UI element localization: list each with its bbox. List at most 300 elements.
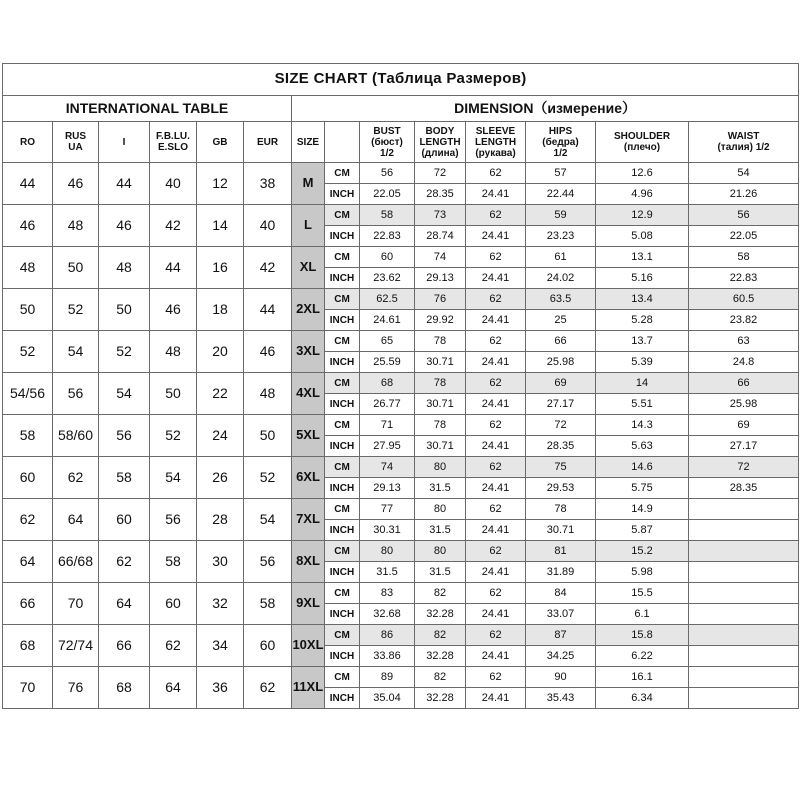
intl-size-eur: 58 bbox=[244, 583, 292, 625]
table-row bbox=[3, 289, 799, 310]
intl-size-fr-be-lu-es-slo: 58 bbox=[150, 541, 197, 583]
cm-sleeve-length: 62 bbox=[466, 583, 526, 604]
inch-body-length: 32.28 bbox=[415, 646, 466, 667]
inch-sleeve-length: 24.41 bbox=[466, 604, 526, 625]
cm-body-length: 78 bbox=[415, 331, 466, 352]
inch-sleeve-length: 24.41 bbox=[466, 352, 526, 373]
cm-shoulder: 13.1 bbox=[596, 247, 689, 268]
intl-size-it: 64 bbox=[99, 583, 150, 625]
unit-inch: INCH bbox=[325, 310, 360, 331]
size-chart-table bbox=[2, 63, 799, 709]
inch-sleeve-length: 24.41 bbox=[466, 394, 526, 415]
inch-shoulder: 5.98 bbox=[596, 562, 689, 583]
cm-body-length: 72 bbox=[415, 163, 466, 184]
intl-size-it: 62 bbox=[99, 541, 150, 583]
inch-sleeve-length: 24.41 bbox=[466, 184, 526, 205]
header-eur: EUR bbox=[244, 122, 292, 163]
cm-sleeve-length: 62 bbox=[466, 373, 526, 394]
intl-size-it: 56 bbox=[99, 415, 150, 457]
intl-size-fr-be-lu-es-slo: 40 bbox=[150, 163, 197, 205]
cm-shoulder: 14.3 bbox=[596, 415, 689, 436]
intl-size-rus-ua: 48 bbox=[53, 205, 99, 247]
table-row bbox=[3, 667, 799, 688]
inch-hips: 27.17 bbox=[526, 394, 596, 415]
intl-size-gb: 30 bbox=[197, 541, 244, 583]
cm-hips: 90 bbox=[526, 667, 596, 688]
intl-size-fr-be-lu-es-slo: 64 bbox=[150, 667, 197, 709]
size-label: 11XL bbox=[292, 667, 325, 709]
cm-hips: 78 bbox=[526, 499, 596, 520]
unit-inch: INCH bbox=[325, 184, 360, 205]
unit-inch: INCH bbox=[325, 478, 360, 499]
inch-bust: 35.04 bbox=[360, 688, 415, 709]
intl-size-it: 66 bbox=[99, 625, 150, 667]
inch-waist bbox=[689, 520, 799, 541]
inch-sleeve-length: 24.41 bbox=[466, 520, 526, 541]
inch-body-length: 31.5 bbox=[415, 520, 466, 541]
inch-bust: 23.62 bbox=[360, 268, 415, 289]
intl-size-eur: 44 bbox=[244, 289, 292, 331]
intl-size-rus-ua: 76 bbox=[53, 667, 99, 709]
table-row bbox=[3, 373, 799, 394]
intl-size-ro: 44 bbox=[3, 163, 53, 205]
cm-body-length: 80 bbox=[415, 499, 466, 520]
cm-hips: 59 bbox=[526, 205, 596, 226]
header-gb: GB bbox=[197, 122, 244, 163]
inch-waist bbox=[689, 562, 799, 583]
intl-size-eur: 38 bbox=[244, 163, 292, 205]
cm-shoulder: 12.9 bbox=[596, 205, 689, 226]
intl-size-it: 52 bbox=[99, 331, 150, 373]
header-waist: WAIST (талия) 1/2 bbox=[689, 122, 799, 163]
cm-hips: 69 bbox=[526, 373, 596, 394]
unit-cm: CM bbox=[325, 373, 360, 394]
table-row bbox=[3, 457, 799, 478]
intl-size-fr-be-lu-es-slo: 56 bbox=[150, 499, 197, 541]
inch-bust: 32.68 bbox=[360, 604, 415, 625]
cm-waist bbox=[689, 499, 799, 520]
intl-size-fr-be-lu-es-slo: 62 bbox=[150, 625, 197, 667]
intl-size-ro: 70 bbox=[3, 667, 53, 709]
intl-size-ro: 52 bbox=[3, 331, 53, 373]
unit-cm: CM bbox=[325, 205, 360, 226]
inch-sleeve-length: 24.41 bbox=[466, 436, 526, 457]
intl-size-gb: 18 bbox=[197, 289, 244, 331]
intl-size-gb: 36 bbox=[197, 667, 244, 709]
inch-bust: 29.13 bbox=[360, 478, 415, 499]
inch-sleeve-length: 24.41 bbox=[466, 478, 526, 499]
inch-body-length: 30.71 bbox=[415, 352, 466, 373]
inch-shoulder: 6.1 bbox=[596, 604, 689, 625]
inch-shoulder: 5.16 bbox=[596, 268, 689, 289]
header-bust: BUST (бюст) 1/2 bbox=[360, 122, 415, 163]
cm-sleeve-length: 62 bbox=[466, 499, 526, 520]
cm-bust: 86 bbox=[360, 625, 415, 646]
cm-shoulder: 12.6 bbox=[596, 163, 689, 184]
intl-size-gb: 26 bbox=[197, 457, 244, 499]
inch-waist bbox=[689, 646, 799, 667]
cm-body-length: 82 bbox=[415, 583, 466, 604]
inch-body-length: 32.28 bbox=[415, 688, 466, 709]
cm-shoulder: 15.8 bbox=[596, 625, 689, 646]
cm-bust: 83 bbox=[360, 583, 415, 604]
cm-shoulder: 14 bbox=[596, 373, 689, 394]
inch-hips: 23.23 bbox=[526, 226, 596, 247]
unit-inch: INCH bbox=[325, 604, 360, 625]
unit-inch: INCH bbox=[325, 646, 360, 667]
size-label: 8XL bbox=[292, 541, 325, 583]
cm-waist: 72 bbox=[689, 457, 799, 478]
inch-bust: 22.83 bbox=[360, 226, 415, 247]
intl-size-it: 46 bbox=[99, 205, 150, 247]
cm-sleeve-length: 62 bbox=[466, 415, 526, 436]
intl-size-fr-be-lu-es-slo: 42 bbox=[150, 205, 197, 247]
size-label: 5XL bbox=[292, 415, 325, 457]
inch-body-length: 28.35 bbox=[415, 184, 466, 205]
cm-sleeve-length: 62 bbox=[466, 289, 526, 310]
chart-title: SIZE CHART (Таблица Размеров) bbox=[3, 64, 799, 96]
intl-size-ro: 50 bbox=[3, 289, 53, 331]
cm-bust: 77 bbox=[360, 499, 415, 520]
inch-shoulder: 5.08 bbox=[596, 226, 689, 247]
cm-hips: 87 bbox=[526, 625, 596, 646]
inch-body-length: 28.74 bbox=[415, 226, 466, 247]
inch-hips: 34.25 bbox=[526, 646, 596, 667]
size-label: XL bbox=[292, 247, 325, 289]
inch-shoulder: 5.28 bbox=[596, 310, 689, 331]
inch-sleeve-length: 24.41 bbox=[466, 646, 526, 667]
cm-body-length: 82 bbox=[415, 667, 466, 688]
size-label: 7XL bbox=[292, 499, 325, 541]
intl-size-eur: 50 bbox=[244, 415, 292, 457]
intl-size-eur: 52 bbox=[244, 457, 292, 499]
inch-body-length: 30.71 bbox=[415, 394, 466, 415]
header-it: I bbox=[99, 122, 150, 163]
cm-bust: 65 bbox=[360, 331, 415, 352]
intl-size-fr-be-lu-es-slo: 44 bbox=[150, 247, 197, 289]
intl-size-it: 60 bbox=[99, 499, 150, 541]
intl-size-fr-be-lu-es-slo: 60 bbox=[150, 583, 197, 625]
intl-size-it: 48 bbox=[99, 247, 150, 289]
cm-hips: 75 bbox=[526, 457, 596, 478]
intl-size-eur: 54 bbox=[244, 499, 292, 541]
cm-bust: 60 bbox=[360, 247, 415, 268]
header-unit bbox=[325, 122, 360, 163]
table-row bbox=[3, 415, 799, 436]
inch-waist: 23.82 bbox=[689, 310, 799, 331]
intl-size-eur: 56 bbox=[244, 541, 292, 583]
cm-shoulder: 13.7 bbox=[596, 331, 689, 352]
inch-hips: 25.98 bbox=[526, 352, 596, 373]
intl-size-gb: 34 bbox=[197, 625, 244, 667]
international-table-header: INTERNATIONAL TABLE bbox=[3, 96, 292, 122]
cm-sleeve-length: 62 bbox=[466, 625, 526, 646]
inch-body-length: 29.13 bbox=[415, 268, 466, 289]
unit-inch: INCH bbox=[325, 226, 360, 247]
inch-waist: 27.17 bbox=[689, 436, 799, 457]
cm-bust: 80 bbox=[360, 541, 415, 562]
intl-size-gb: 16 bbox=[197, 247, 244, 289]
unit-inch: INCH bbox=[325, 268, 360, 289]
cm-sleeve-length: 62 bbox=[466, 541, 526, 562]
cm-waist: 58 bbox=[689, 247, 799, 268]
cm-waist: 54 bbox=[689, 163, 799, 184]
intl-size-fr-be-lu-es-slo: 50 bbox=[150, 373, 197, 415]
header-shoulder: SHOULDER (плечо) bbox=[596, 122, 689, 163]
cm-bust: 71 bbox=[360, 415, 415, 436]
inch-waist bbox=[689, 688, 799, 709]
unit-cm: CM bbox=[325, 289, 360, 310]
inch-sleeve-length: 24.41 bbox=[466, 226, 526, 247]
inch-waist: 28.35 bbox=[689, 478, 799, 499]
header-body-length: BODY LENGTH (длина) bbox=[415, 122, 466, 163]
cm-shoulder: 14.9 bbox=[596, 499, 689, 520]
cm-body-length: 76 bbox=[415, 289, 466, 310]
intl-size-it: 54 bbox=[99, 373, 150, 415]
intl-size-it: 44 bbox=[99, 163, 150, 205]
cm-bust: 56 bbox=[360, 163, 415, 184]
cm-bust: 74 bbox=[360, 457, 415, 478]
unit-cm: CM bbox=[325, 499, 360, 520]
inch-body-length: 31.5 bbox=[415, 478, 466, 499]
unit-cm: CM bbox=[325, 541, 360, 562]
cm-hips: 84 bbox=[526, 583, 596, 604]
cm-shoulder: 14.6 bbox=[596, 457, 689, 478]
cm-shoulder: 13.4 bbox=[596, 289, 689, 310]
inch-shoulder: 6.22 bbox=[596, 646, 689, 667]
cm-sleeve-length: 62 bbox=[466, 457, 526, 478]
cm-waist bbox=[689, 541, 799, 562]
intl-size-eur: 62 bbox=[244, 667, 292, 709]
intl-size-it: 50 bbox=[99, 289, 150, 331]
inch-bust: 26.77 bbox=[360, 394, 415, 415]
column-headers bbox=[3, 122, 799, 163]
intl-size-fr-be-lu-es-slo: 52 bbox=[150, 415, 197, 457]
inch-shoulder: 6.34 bbox=[596, 688, 689, 709]
size-label: 2XL bbox=[292, 289, 325, 331]
cm-body-length: 80 bbox=[415, 457, 466, 478]
inch-bust: 22.05 bbox=[360, 184, 415, 205]
unit-inch: INCH bbox=[325, 352, 360, 373]
inch-hips: 25 bbox=[526, 310, 596, 331]
intl-size-rus-ua: 70 bbox=[53, 583, 99, 625]
inch-waist: 22.83 bbox=[689, 268, 799, 289]
intl-size-rus-ua: 64 bbox=[53, 499, 99, 541]
inch-waist: 21.26 bbox=[689, 184, 799, 205]
intl-size-ro: 64 bbox=[3, 541, 53, 583]
intl-size-fr-be-lu-es-slo: 48 bbox=[150, 331, 197, 373]
cm-sleeve-length: 62 bbox=[466, 163, 526, 184]
intl-size-rus-ua: 56 bbox=[53, 373, 99, 415]
intl-size-rus-ua: 62 bbox=[53, 457, 99, 499]
intl-size-fr-be-lu-es-slo: 54 bbox=[150, 457, 197, 499]
cm-hips: 66 bbox=[526, 331, 596, 352]
unit-inch: INCH bbox=[325, 688, 360, 709]
inch-hips: 31.89 bbox=[526, 562, 596, 583]
inch-bust: 33.86 bbox=[360, 646, 415, 667]
cm-waist: 63 bbox=[689, 331, 799, 352]
inch-body-length: 32.28 bbox=[415, 604, 466, 625]
inch-hips: 33.07 bbox=[526, 604, 596, 625]
inch-sleeve-length: 24.41 bbox=[466, 562, 526, 583]
table-row bbox=[3, 583, 799, 604]
cm-body-length: 78 bbox=[415, 415, 466, 436]
cm-waist: 66 bbox=[689, 373, 799, 394]
inch-body-length: 31.5 bbox=[415, 562, 466, 583]
cm-body-length: 74 bbox=[415, 247, 466, 268]
intl-size-eur: 48 bbox=[244, 373, 292, 415]
cm-waist bbox=[689, 625, 799, 646]
cm-bust: 58 bbox=[360, 205, 415, 226]
intl-size-fr-be-lu-es-slo: 46 bbox=[150, 289, 197, 331]
inch-hips: 35.43 bbox=[526, 688, 596, 709]
unit-inch: INCH bbox=[325, 520, 360, 541]
inch-hips: 29.53 bbox=[526, 478, 596, 499]
cm-bust: 68 bbox=[360, 373, 415, 394]
intl-size-ro: 68 bbox=[3, 625, 53, 667]
table-row bbox=[3, 163, 799, 184]
intl-size-gb: 32 bbox=[197, 583, 244, 625]
intl-size-rus-ua: 50 bbox=[53, 247, 99, 289]
cm-body-length: 82 bbox=[415, 625, 466, 646]
intl-size-eur: 42 bbox=[244, 247, 292, 289]
intl-size-gb: 28 bbox=[197, 499, 244, 541]
inch-hips: 24.02 bbox=[526, 268, 596, 289]
inch-hips: 28.35 bbox=[526, 436, 596, 457]
unit-cm: CM bbox=[325, 415, 360, 436]
intl-size-it: 58 bbox=[99, 457, 150, 499]
intl-size-ro: 58 bbox=[3, 415, 53, 457]
intl-size-gb: 14 bbox=[197, 205, 244, 247]
unit-inch: INCH bbox=[325, 562, 360, 583]
inch-body-length: 30.71 bbox=[415, 436, 466, 457]
table-row bbox=[3, 625, 799, 646]
intl-size-ro: 54/56 bbox=[3, 373, 53, 415]
table-row bbox=[3, 205, 799, 226]
table-row bbox=[3, 247, 799, 268]
intl-size-ro: 60 bbox=[3, 457, 53, 499]
inch-shoulder: 5.75 bbox=[596, 478, 689, 499]
intl-size-gb: 20 bbox=[197, 331, 244, 373]
cm-bust: 62.5 bbox=[360, 289, 415, 310]
intl-size-rus-ua: 66/68 bbox=[53, 541, 99, 583]
unit-cm: CM bbox=[325, 331, 360, 352]
inch-sleeve-length: 24.41 bbox=[466, 688, 526, 709]
cm-hips: 61 bbox=[526, 247, 596, 268]
inch-hips: 22.44 bbox=[526, 184, 596, 205]
inch-waist: 22.05 bbox=[689, 226, 799, 247]
inch-waist: 25.98 bbox=[689, 394, 799, 415]
cm-body-length: 80 bbox=[415, 541, 466, 562]
intl-size-gb: 24 bbox=[197, 415, 244, 457]
cm-hips: 81 bbox=[526, 541, 596, 562]
dimension-header: DIMENSION（измерение） bbox=[292, 96, 799, 122]
table-row bbox=[3, 541, 799, 562]
cm-hips: 57 bbox=[526, 163, 596, 184]
cm-shoulder: 16.1 bbox=[596, 667, 689, 688]
intl-size-ro: 62 bbox=[3, 499, 53, 541]
inch-shoulder: 5.87 bbox=[596, 520, 689, 541]
intl-size-eur: 46 bbox=[244, 331, 292, 373]
inch-bust: 25.59 bbox=[360, 352, 415, 373]
cm-sleeve-length: 62 bbox=[466, 667, 526, 688]
cm-waist: 56 bbox=[689, 205, 799, 226]
header-fr-be-lu-es-slo: F.B.LU. E.SLO bbox=[150, 122, 197, 163]
header-size: SIZE bbox=[292, 122, 325, 163]
intl-size-rus-ua: 46 bbox=[53, 163, 99, 205]
inch-bust: 30.31 bbox=[360, 520, 415, 541]
cm-hips: 63.5 bbox=[526, 289, 596, 310]
inch-sleeve-length: 24.41 bbox=[466, 268, 526, 289]
header-ro: RO bbox=[3, 122, 53, 163]
cm-waist bbox=[689, 667, 799, 688]
intl-size-it: 68 bbox=[99, 667, 150, 709]
intl-size-gb: 12 bbox=[197, 163, 244, 205]
cm-sleeve-length: 62 bbox=[466, 331, 526, 352]
inch-shoulder: 5.63 bbox=[596, 436, 689, 457]
inch-hips: 30.71 bbox=[526, 520, 596, 541]
cm-bust: 89 bbox=[360, 667, 415, 688]
unit-inch: INCH bbox=[325, 436, 360, 457]
cm-hips: 72 bbox=[526, 415, 596, 436]
inch-bust: 27.95 bbox=[360, 436, 415, 457]
intl-size-rus-ua: 54 bbox=[53, 331, 99, 373]
cm-waist: 69 bbox=[689, 415, 799, 436]
header-hips: HIPS (бедра) 1/2 bbox=[526, 122, 596, 163]
inch-sleeve-length: 24.41 bbox=[466, 310, 526, 331]
inch-waist: 24.8 bbox=[689, 352, 799, 373]
intl-size-ro: 48 bbox=[3, 247, 53, 289]
size-label: M bbox=[292, 163, 325, 205]
inch-shoulder: 4.96 bbox=[596, 184, 689, 205]
unit-inch: INCH bbox=[325, 394, 360, 415]
unit-cm: CM bbox=[325, 457, 360, 478]
size-label: 6XL bbox=[292, 457, 325, 499]
inch-waist bbox=[689, 604, 799, 625]
cm-body-length: 73 bbox=[415, 205, 466, 226]
size-label: 4XL bbox=[292, 373, 325, 415]
intl-size-eur: 40 bbox=[244, 205, 292, 247]
intl-size-rus-ua: 52 bbox=[53, 289, 99, 331]
header-sleeve-length: SLEEVE LENGTH (рукава) bbox=[466, 122, 526, 163]
cm-waist: 60.5 bbox=[689, 289, 799, 310]
cm-waist bbox=[689, 583, 799, 604]
cm-shoulder: 15.5 bbox=[596, 583, 689, 604]
intl-size-rus-ua: 58/60 bbox=[53, 415, 99, 457]
intl-size-eur: 60 bbox=[244, 625, 292, 667]
header-rus-ua: RUS UA bbox=[53, 122, 99, 163]
size-label: 3XL bbox=[292, 331, 325, 373]
inch-body-length: 29.92 bbox=[415, 310, 466, 331]
cm-sleeve-length: 62 bbox=[466, 205, 526, 226]
unit-cm: CM bbox=[325, 583, 360, 604]
table-row bbox=[3, 499, 799, 520]
unit-cm: CM bbox=[325, 163, 360, 184]
inch-shoulder: 5.39 bbox=[596, 352, 689, 373]
unit-cm: CM bbox=[325, 667, 360, 688]
inch-bust: 31.5 bbox=[360, 562, 415, 583]
unit-cm: CM bbox=[325, 247, 360, 268]
size-label: L bbox=[292, 205, 325, 247]
intl-size-rus-ua: 72/74 bbox=[53, 625, 99, 667]
cm-shoulder: 15.2 bbox=[596, 541, 689, 562]
inch-bust: 24.61 bbox=[360, 310, 415, 331]
size-label: 10XL bbox=[292, 625, 325, 667]
inch-shoulder: 5.51 bbox=[596, 394, 689, 415]
intl-size-ro: 46 bbox=[3, 205, 53, 247]
unit-cm: CM bbox=[325, 625, 360, 646]
intl-size-ro: 66 bbox=[3, 583, 53, 625]
